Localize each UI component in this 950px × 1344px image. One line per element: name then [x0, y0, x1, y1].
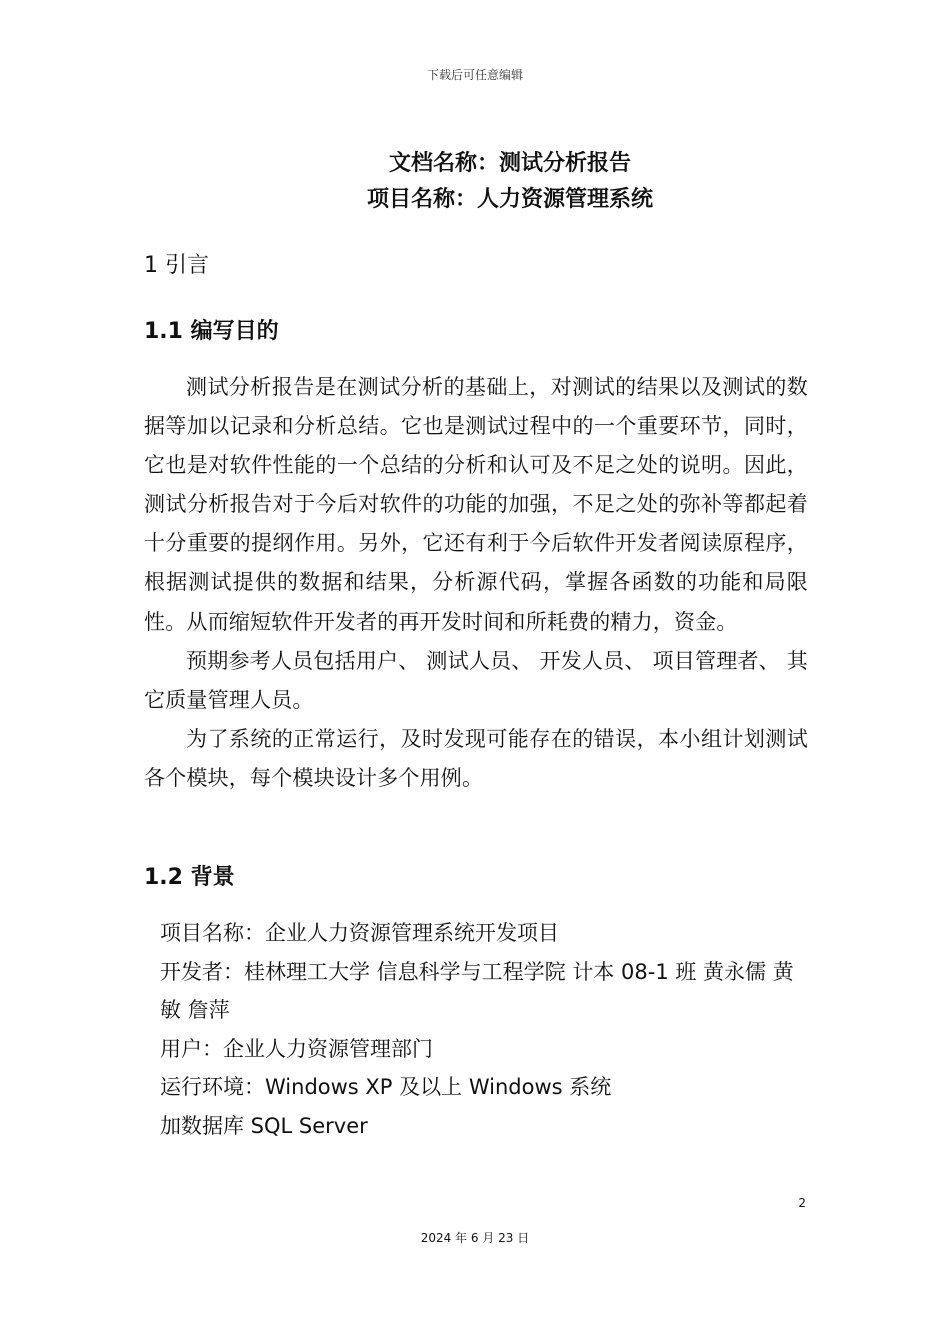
- footer-date: 2024 年 6 月 23 日: [420, 1231, 530, 1245]
- background-line-users: 用户：企业人力资源管理部门: [160, 1036, 433, 1061]
- purpose-body: [144, 368, 808, 798]
- header-note: 下载后可任意编辑: [426, 68, 523, 82]
- purpose-paragraph-2: 预期参考人员包括用户、 测试人员、 开发人员、 项目管理者、 其它质量管理人员。: [144, 648, 808, 712]
- background-line-database: 加数据库 SQL Server: [160, 1113, 368, 1138]
- background-line-environment: 运行环境：Windows XP 及以上 Windows 系统: [160, 1075, 612, 1099]
- purpose-paragraph-3: 为了系统的正常运行，及时发现可能存在的错误，本小组计划测试各个模块，每个模块设计多个用例。: [144, 726, 808, 790]
- section-heading-background: 1.2 背景: [144, 865, 235, 890]
- section-heading-intro: 1 引言: [144, 253, 209, 278]
- background-line-project: 项目名称：企业人力资源管理系统开发项目: [160, 921, 559, 945]
- purpose-paragraph-1: 测试分析报告是在测试分析的基础上，对测试的结果以及测试的数据等加以记录和分析总结。它也是测试过程中的一个重要环节，同时，它也是对软件性能的一个总结的分析和认可及不足之处的说明。因此，测试分析报告对于今后对软件的功能的加强，不足之处的弥补等都起着十分重要的提纲作用。另外，它还有利于今后软件开发者阅读原程序，根据测试提供的数据和结果，分析源代码，掌握各函数的功能和局限性。从而缩短软件开发者的再开发时间和所耗费的精力，资金。: [144, 375, 808, 634]
- section-heading-purpose: 1.1 编写目的: [144, 319, 279, 344]
- background-line-developers: 开发者：桂林理工大学 信息科学与工程学院 计本 08-1 班 黄永儒 黄敏 詹萍: [160, 959, 794, 1022]
- background-body: [160, 914, 810, 1145]
- project-name-title: 项目名称：人力资源管理系统: [366, 187, 653, 212]
- document-name-title: 文档名称：测试分析报告: [388, 151, 631, 176]
- page-number: 2: [798, 1196, 806, 1210]
